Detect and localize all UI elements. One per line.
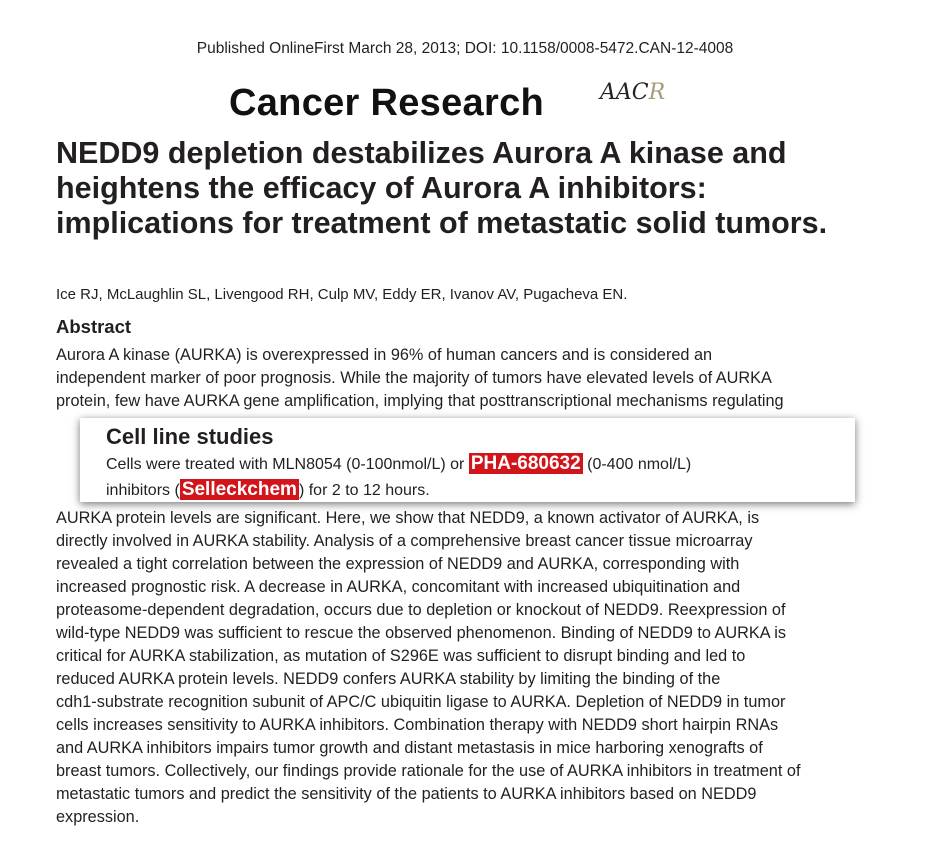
abstract-line: expression. [56, 808, 140, 826]
authors: Ice RJ, McLaughlin SL, Livengood RH, Culp MV, Eddy ER, Ivanov AV, Pugacheva EN. [56, 286, 628, 303]
abstract-line: wild-type NEDD9 was sufficient to rescue the observed phenomenon. Binding of NEDD9 to AURKA is [56, 624, 787, 642]
abstract-heading: Abstract [56, 316, 132, 337]
popup-text-2: (0-400 nmol/L) [582, 456, 692, 473]
abstract-line: cells increases sensitivity to AURKA inhibitors. Combination therapy with NEDD9 short hairpin RNAs [56, 716, 779, 734]
publication-info: Published OnlineFirst March 28, 2013; DOI: 10.1158/0008-5472.CAN-12-4008 [196, 40, 734, 57]
abstract-line: breast tumors. Collectively, our findings provide rationale for the use of AURKA inhibitors in treatment of [56, 762, 801, 780]
abstract-line: critical for AURKA stabilization, as mutation of S296E was sufficient to disrupt binding and led to [56, 647, 746, 665]
abstract-body [56, 344, 896, 829]
abstract-line: Aurora A kinase (AURKA) is overexpressed in 96% of human cancers and is considered an [56, 346, 713, 364]
abstract-line: increased prognostic risk. A decrease in AURKA, concomitant with increased ubiquitination and [56, 578, 741, 596]
cell-line-studies-popup [80, 418, 855, 502]
abstract-line: reduced AURKA protein levels. NEDD9 confers AURKA stability by limiting the binding of the [56, 670, 721, 688]
aacr-logo: AACR [600, 80, 666, 105]
popup-text-1: Cells were treated with MLN8054 (0-100nmol/L) or [106, 456, 469, 473]
abstract-line: AURKA protein levels are significant. Here, we show that NEDD9, a known activator of AURKA, is [56, 509, 760, 527]
article-title: NEDD9 depletion destabilizes Aurora A kinase and heightens the efficacy of Aurora A inhibitors: implications for treatment of metastatic solid tumors. [56, 136, 828, 240]
abstract-line: proteasome-dependent degradation, occurs due to depletion or knockout of NEDD9. Reexpression of [56, 601, 786, 619]
popup-heading: Cell line studies [106, 424, 274, 449]
vendor-link[interactable]: Selleckchem [181, 479, 297, 500]
popup-text [106, 451, 691, 503]
abstract-line: cdh1-substrate recognition subunit of APC/C ubiquitin ligase to AURKA. Depletion of NEDD9 in tumor [56, 693, 786, 711]
abstract-line: revealed a tight correlation between the expression of NEDD9 and AURKA, corresponding with [56, 555, 740, 573]
journal-name: Cancer Research [229, 82, 545, 124]
abstract-line: protein, few have AURKA gene amplification, implying that posttranscriptional mechanisms regulating [56, 392, 784, 410]
abstract-line: directly involved in AURKA stability. Analysis of a comprehensive breast cancer tissue microarray [56, 532, 753, 550]
abstract-line: and AURKA inhibitors impairs tumor growth and distant metastasis in mice harboring xenografts of [56, 739, 763, 757]
compound-link[interactable]: PHA-680632 [470, 453, 581, 474]
popup-text-4: ) for 2 to 12 hours. [298, 482, 430, 499]
abstract-line: metastatic tumors and predict the sensitivity of the patients to AURKA inhibitors based on NEDD9 [56, 785, 757, 803]
abstract-line: independent marker of poor prognosis. While the majority of tumors have elevated levels of AURKA [56, 369, 772, 387]
popup-text-3: inhibitors ( [106, 482, 180, 499]
